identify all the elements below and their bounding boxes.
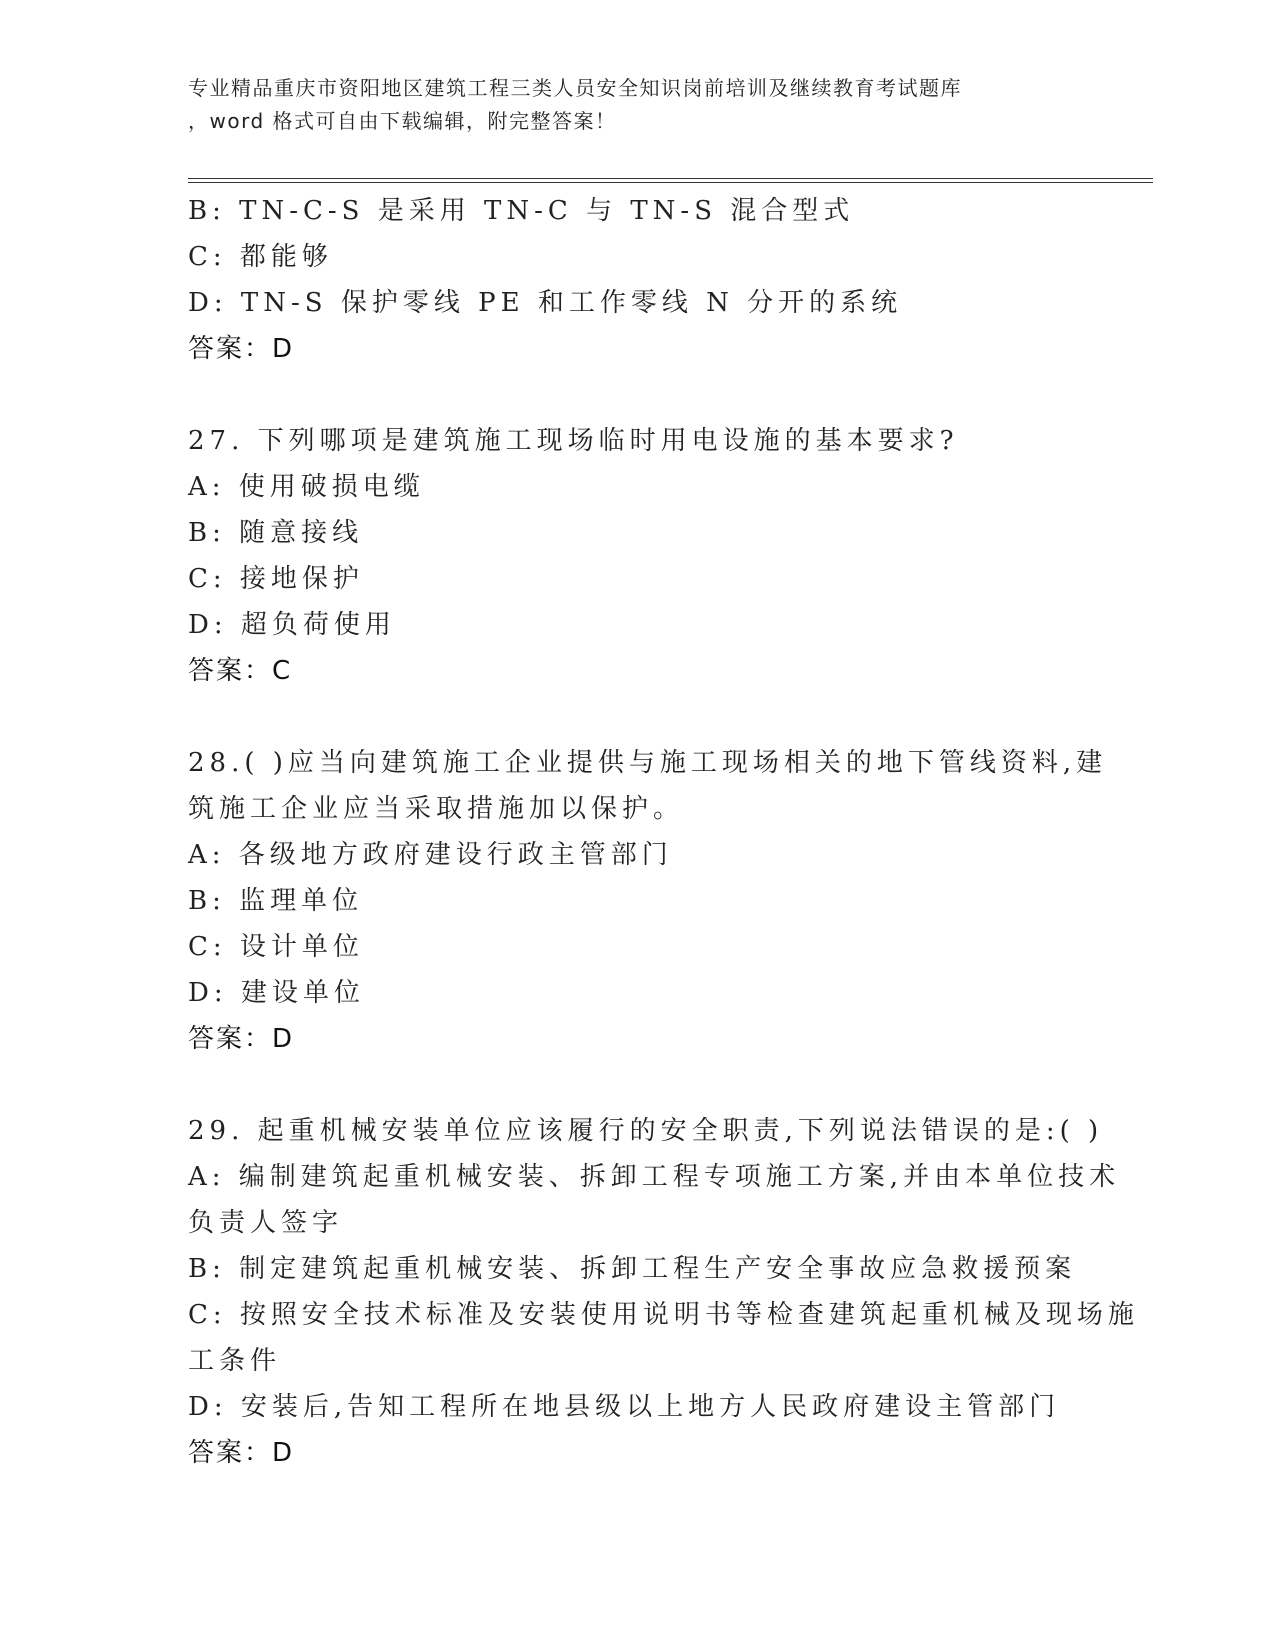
question-29 bbox=[188, 1108, 1139, 1476]
option-a-line2: 负责人签字 bbox=[188, 1208, 344, 1238]
option-a: A: 各级地方政府建设行政主管部门 bbox=[188, 840, 673, 870]
option-b: B: TN-C-S 是采用 TN-C 与 TN-S 混合型式 bbox=[188, 196, 855, 226]
question-27 bbox=[188, 418, 1088, 694]
question-list bbox=[188, 188, 1139, 1476]
answer-line: 答案：C bbox=[188, 656, 293, 686]
option-c: C: 都能够 bbox=[188, 242, 333, 272]
question-stem: 29. 起重机械安装单位应该履行的安全职责,下列说法错误的是:( ) bbox=[188, 1116, 1104, 1146]
document-header bbox=[188, 72, 1148, 138]
option-c: C: 接地保护 bbox=[188, 564, 364, 594]
header-title-line: 专业精品重庆市资阳地区建筑工程三类人员安全知识岗前培训及继续教育考试题库 bbox=[188, 76, 962, 100]
answer-line: 答案：D bbox=[188, 1024, 295, 1054]
question-stem-line1: 28.( )应当向建筑施工企业提供与施工现场相关的地下管线资料,建 bbox=[188, 748, 1108, 778]
answer-line: 答案：D bbox=[188, 1438, 295, 1468]
answer-line: 答案：D bbox=[188, 334, 295, 364]
question-stem-line2: 筑施工企业应当采取措施加以保护。 bbox=[188, 794, 685, 824]
header-divider-bottom bbox=[188, 182, 1153, 183]
header-subtitle-line: ，word 格式可自由下载编辑，附完整答案！ bbox=[188, 109, 617, 133]
option-b: B: 随意接线 bbox=[188, 518, 364, 548]
option-d: D: TN-S 保护零线 PE 和工作零线 N 分开的系统 bbox=[188, 288, 903, 318]
question-stem: 27. 下列哪项是建筑施工现场临时用电设施的基本要求? bbox=[188, 426, 959, 456]
option-c-line2: 工条件 bbox=[188, 1346, 282, 1376]
option-c: C: 设计单位 bbox=[188, 932, 364, 962]
question-26-continued bbox=[188, 188, 1088, 372]
header-divider-top bbox=[188, 178, 1153, 179]
option-b: B: 监理单位 bbox=[188, 886, 364, 916]
option-b: B: 制定建筑起重机械安装、拆卸工程生产安全事故应急救援预案 bbox=[188, 1254, 1077, 1284]
option-a-line1: A: 编制建筑起重机械安装、拆卸工程专项施工方案,并由本单位技术 bbox=[188, 1162, 1121, 1192]
option-d: D: 超负荷使用 bbox=[188, 610, 396, 640]
option-d: D: 安装后,告知工程所在地县级以上地方人民政府建设主管部门 bbox=[188, 1392, 1061, 1422]
option-a: A: 使用破损电缆 bbox=[188, 472, 425, 502]
option-c-line1: C: 按照安全技术标准及安装使用说明书等检查建筑起重机械及现场施 bbox=[188, 1300, 1139, 1330]
question-28 bbox=[188, 740, 1108, 1062]
option-d: D: 建设单位 bbox=[188, 978, 365, 1008]
